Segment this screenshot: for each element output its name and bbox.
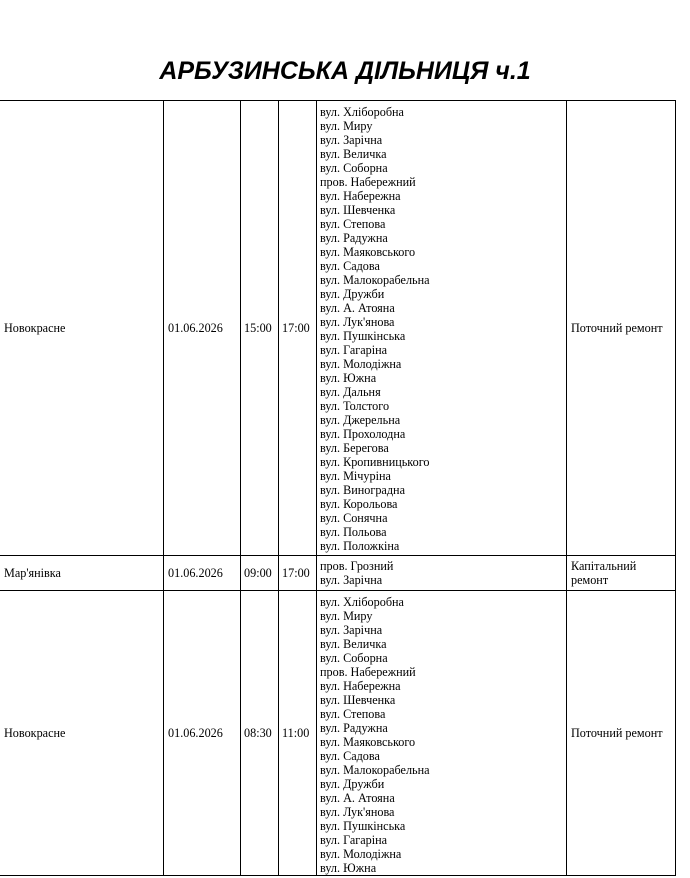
street-item: вул. Набережна	[320, 679, 401, 693]
street-item: вул. Зарічна	[320, 573, 383, 587]
time-to-cell: 17:00	[279, 101, 317, 556]
street-item: вул. А. Атояна	[320, 301, 395, 315]
street-item: вул. Гагаріна	[320, 833, 388, 847]
street-item: вул. Джерельна	[320, 413, 401, 427]
locality-cell: Новокрасне	[0, 101, 164, 556]
street-item: вул. Радужна	[320, 721, 388, 735]
table-row	[0, 556, 676, 591]
street-item: пров. Грозний	[320, 559, 394, 573]
street-item: вул. Пушкінська	[320, 819, 406, 833]
street-item: вул. Миру	[320, 609, 373, 623]
locality-cell: Мар'янівка	[0, 556, 164, 591]
street-item: вул. Малокорабельна	[320, 273, 430, 287]
outage-schedule-table-container	[0, 100, 663, 876]
time-to-cell: 17:00	[279, 556, 317, 591]
street-item: вул. Дружби	[320, 287, 385, 301]
work-type-cell: Капітальний ремонт	[567, 556, 676, 591]
street-item: вул. Виноградна	[320, 483, 405, 497]
time-from-cell: 08:30	[241, 591, 279, 876]
street-item: вул. Садова	[320, 259, 380, 273]
locality-cell: Новокрасне	[0, 591, 164, 876]
street-item: вул. Толстого	[320, 399, 390, 413]
street-item: вул. Сонячна	[320, 511, 388, 525]
street-item: вул. Дружби	[320, 777, 385, 791]
street-item: вул. Лук'янова	[320, 315, 395, 329]
page-title: АРБУЗИНСЬКА ДІЛЬНИЦЯ ч.1	[159, 57, 531, 85]
time-from-cell: 15:00	[241, 101, 279, 556]
date-cell: 01.06.2026	[164, 556, 241, 591]
street-item: пров. Набережний	[320, 175, 416, 189]
street-item: вул. Соборна	[320, 161, 388, 175]
street-item: вул. Мічуріна	[320, 469, 391, 483]
streets-cell	[317, 556, 567, 591]
street-item: вул. Степова	[320, 707, 386, 721]
street-item: вул. Молодіжна	[320, 357, 402, 371]
street-item: вул. Степова	[320, 217, 386, 231]
street-item: вул. Величка	[320, 147, 387, 161]
street-item: вул. Берегова	[320, 441, 389, 455]
time-from-cell: 09:00	[241, 556, 279, 591]
street-item: вул. Прохолодна	[320, 427, 406, 441]
street-item: вул. Величка	[320, 637, 387, 651]
date-cell: 01.06.2026	[164, 591, 241, 876]
street-item: вул. Миру	[320, 119, 373, 133]
street-item: пров. Набережний	[320, 665, 416, 679]
street-item: вул. Польова	[320, 525, 387, 539]
street-item: вул. Хліборобна	[320, 105, 404, 119]
street-item: вул. Кропивницького	[320, 455, 430, 469]
outage-schedule-table	[0, 100, 676, 876]
work-type-cell: Поточний ремонт	[567, 101, 676, 556]
street-item: вул. Лук'янова	[320, 805, 395, 819]
street-item: вул. Радужна	[320, 231, 388, 245]
street-item: вул. Шевченка	[320, 693, 396, 707]
street-item: вул. Маяковського	[320, 735, 416, 749]
table-row	[0, 101, 676, 556]
street-item: вул. Шевченка	[320, 203, 396, 217]
street-item: вул. Малокорабельна	[320, 763, 430, 777]
street-item: вул. Южна	[320, 861, 377, 875]
street-item: вул. Набережна	[320, 189, 401, 203]
street-item: вул. Южна	[320, 371, 377, 385]
street-item: вул. Корольова	[320, 497, 398, 511]
street-item: вул. Маяковського	[320, 245, 416, 259]
date-cell: 01.06.2026	[164, 101, 241, 556]
street-item: вул. Гагаріна	[320, 343, 388, 357]
street-item: вул. Зарічна	[320, 133, 383, 147]
street-item: вул. Зарічна	[320, 623, 383, 637]
time-to-cell: 11:00	[279, 591, 317, 876]
street-item: вул. Дальня	[320, 385, 381, 399]
street-item: вул. Садова	[320, 749, 380, 763]
work-type-cell: Поточний ремонт	[567, 591, 676, 876]
street-item: вул. Пушкінська	[320, 329, 406, 343]
street-item: вул. Хліборобна	[320, 595, 404, 609]
streets-cell	[317, 591, 567, 876]
street-item: вул. Соборна	[320, 651, 388, 665]
streets-cell	[317, 101, 567, 556]
street-item: вул. А. Атояна	[320, 791, 395, 805]
street-item: вул. Молодіжна	[320, 847, 402, 861]
table-row	[0, 591, 676, 876]
street-item: вул. Положкіна	[320, 539, 400, 553]
table-body	[0, 101, 676, 876]
